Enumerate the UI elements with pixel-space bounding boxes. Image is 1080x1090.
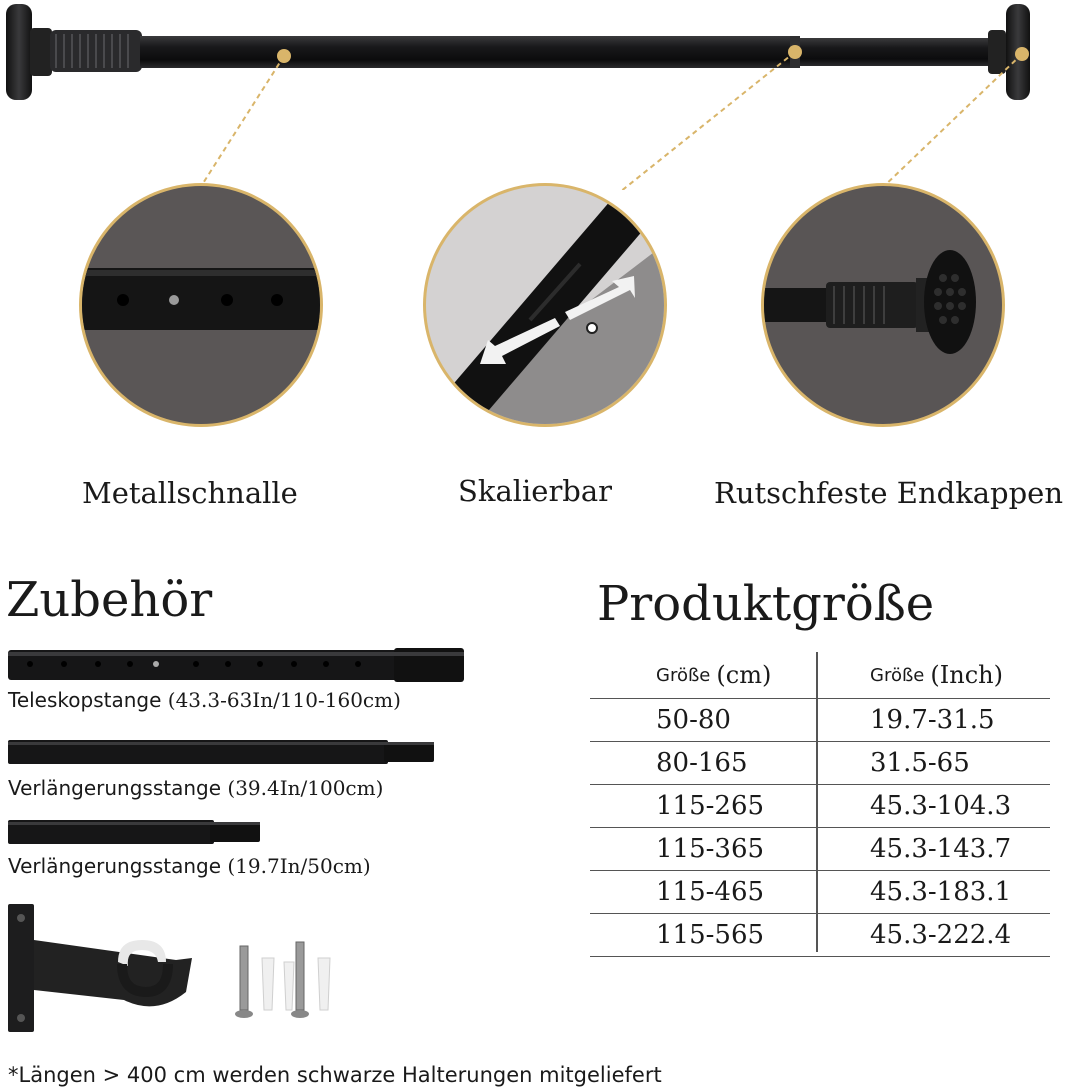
caption-nonslip-endcaps: Rutschfeste Endkappen xyxy=(714,476,1064,510)
table-header-row xyxy=(590,652,1050,699)
accessory-dims: (19.7In/50cm) xyxy=(227,854,371,878)
left-end-cap xyxy=(6,4,32,100)
cell-cm: 115-365 xyxy=(656,834,765,864)
cell-cm: 80-165 xyxy=(656,748,748,778)
detail-metal-buckle-image xyxy=(76,180,326,430)
table-row xyxy=(590,785,1050,828)
cell-cm: 115-265 xyxy=(656,791,765,821)
header-cm: Größe (cm) xyxy=(656,661,772,689)
table-row xyxy=(590,742,1050,785)
cell-inch: 45.3-183.1 xyxy=(870,877,1012,907)
header-inch: Größe (Inch) xyxy=(870,661,1003,689)
main-rod xyxy=(140,36,800,68)
footnote: *Längen > 400 cm werden schwarze Halterungen mitgeliefert xyxy=(8,1063,662,1087)
accessory-dims: (43.3-63In/110-160cm) xyxy=(167,688,401,712)
accessory-label-telescopic xyxy=(8,688,401,712)
cell-inch: 19.7-31.5 xyxy=(870,705,995,735)
table-row xyxy=(590,699,1050,742)
accessory-name: Verlängerungsstange xyxy=(8,854,222,878)
table-row xyxy=(590,828,1050,871)
detail-scalable-image xyxy=(420,180,670,430)
table-row xyxy=(590,871,1050,914)
size-table xyxy=(590,652,1050,957)
cell-inch: 45.3-222.4 xyxy=(870,920,1012,950)
cell-cm: 115-465 xyxy=(656,877,765,907)
accessory-label-extension-100 xyxy=(8,776,383,800)
accessory-label-extension-50 xyxy=(8,854,371,878)
cell-inch: 45.3-143.7 xyxy=(870,834,1012,864)
cell-inch: 45.3-104.3 xyxy=(870,791,1012,821)
extension-rod-50-image xyxy=(8,816,268,848)
telescopic-rod-image xyxy=(8,646,468,686)
detail-nonslip-endcap-image xyxy=(758,180,1008,430)
caption-metal-buckle: Metallschnalle xyxy=(82,476,298,510)
accessory-dims: (39.4In/100cm) xyxy=(227,776,384,800)
table-row xyxy=(590,914,1050,957)
extension-rod-100-image xyxy=(8,736,438,768)
product-size-title: Produktgröße xyxy=(597,576,935,632)
cell-cm: 50-80 xyxy=(656,705,731,735)
cell-inch: 31.5-65 xyxy=(870,748,970,778)
accessory-name: Verlängerungsstange xyxy=(8,776,222,800)
caption-scalable: Skalierbar xyxy=(458,474,613,508)
screws-and-anchors-image xyxy=(232,936,342,1022)
wall-bracket-image xyxy=(6,900,196,1040)
tension-rod-image xyxy=(0,0,1080,190)
accessories-title: Zubehör xyxy=(6,572,213,628)
accessory-name: Teleskopstange xyxy=(8,688,162,712)
cell-cm: 115-565 xyxy=(656,920,765,950)
